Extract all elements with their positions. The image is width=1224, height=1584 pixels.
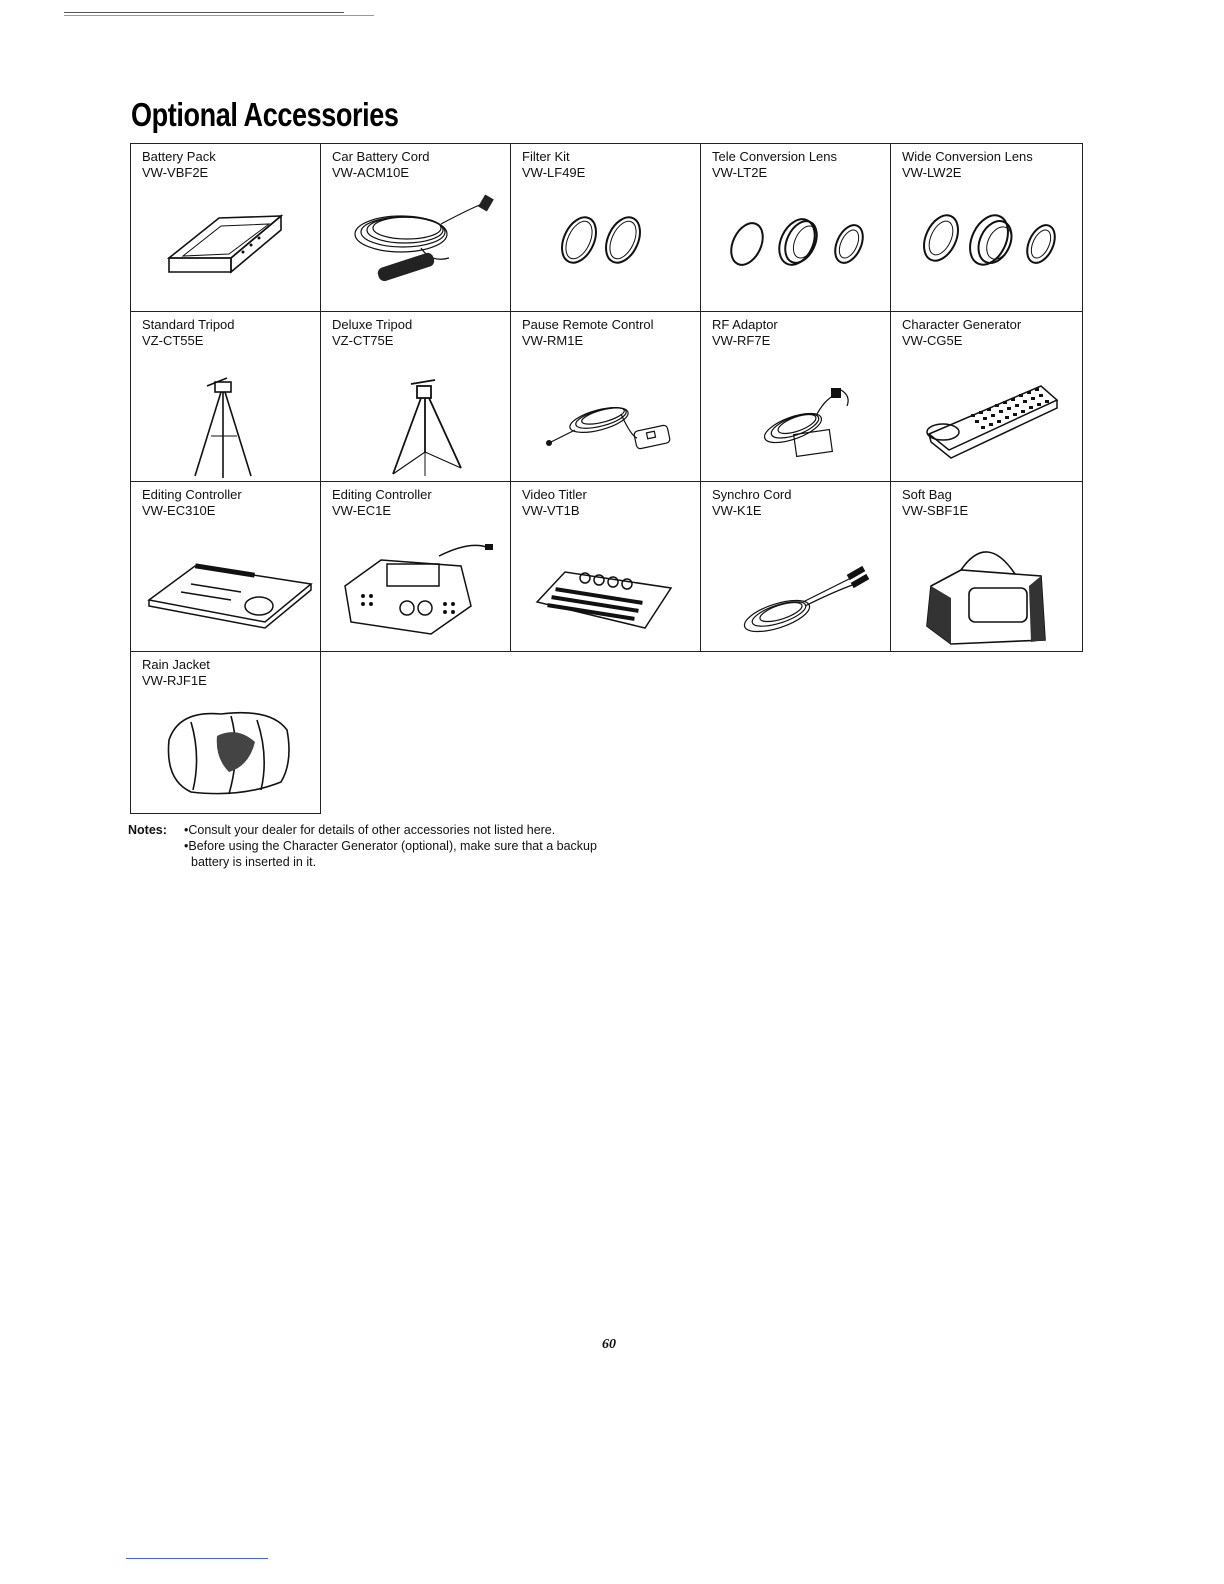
editing-controller-icon — [131, 526, 321, 650]
note-item: battery is inserted in it. — [191, 855, 317, 869]
accessory-cell-editing-controller-ec310 — [130, 481, 321, 652]
accessory-model: VZ-CT75E — [332, 333, 394, 348]
accessory-model: VW-ACM10E — [332, 165, 410, 180]
accessory-model: VW-EC1E — [332, 503, 391, 518]
battery-pack-icon — [131, 188, 321, 308]
accessory-model: VW-K1E — [712, 503, 762, 518]
note-line — [128, 838, 597, 854]
accessory-name: Tele Conversion Lens — [712, 149, 838, 164]
note-line — [128, 822, 597, 838]
accessory-model: VW-EC310E — [142, 503, 216, 518]
note-item: •Before using the Character Generator (optional), make sure that a backup — [184, 839, 597, 853]
accessory-name: Standard Tripod — [142, 317, 235, 332]
accessory-cell-synchro-cord — [700, 481, 891, 652]
car-battery-cord-icon — [321, 188, 511, 308]
notes-section — [128, 822, 597, 870]
scan-artifact-line — [64, 15, 374, 16]
accessory-name: Character Generator — [902, 317, 1022, 332]
synchro-cord-icon — [701, 526, 891, 650]
video-titler-icon — [511, 526, 701, 650]
character-generator-icon — [891, 356, 1081, 480]
accessory-cell-battery-pack — [130, 143, 321, 312]
accessory-cell-tele-conversion-lens — [700, 143, 891, 312]
accessory-cell-car-battery-cord — [320, 143, 511, 312]
note-line — [128, 854, 597, 870]
accessory-model: VW-CG5E — [902, 333, 963, 348]
accessory-cell-rf-adaptor — [700, 311, 891, 482]
accessory-cell-pause-remote-control — [510, 311, 701, 482]
standard-tripod-icon — [131, 356, 321, 480]
accessory-model: VW-LF49E — [522, 165, 586, 180]
accessory-cell-standard-tripod — [130, 311, 321, 482]
accessory-name: Car Battery Cord — [332, 149, 430, 164]
pause-remote-control-icon — [511, 356, 701, 480]
scan-artifact-line — [64, 12, 344, 13]
accessory-model: VW-VT1B — [522, 503, 580, 518]
accessory-model: VW-RM1E — [522, 333, 584, 348]
accessory-name: Editing Controller — [142, 487, 242, 502]
accessory-cell-soft-bag — [890, 481, 1083, 652]
page-title: Optional Accessories — [131, 96, 399, 133]
accessory-name: Battery Pack — [142, 149, 216, 164]
accessory-model: VZ-CT55E — [142, 333, 204, 348]
accessory-name: Rain Jacket — [142, 657, 210, 672]
accessory-name: Filter Kit — [522, 149, 570, 164]
accessory-model: VW-SBF1E — [902, 503, 969, 518]
accessory-cell-editing-controller-ec1 — [320, 481, 511, 652]
rf-adaptor-icon — [701, 356, 891, 480]
accessory-cell-character-generator — [890, 311, 1083, 482]
filter-kit-icon — [511, 188, 701, 308]
notes-label: Notes: — [128, 823, 167, 837]
accessory-name: Pause Remote Control — [522, 317, 654, 332]
accessory-cell-video-titler — [510, 481, 701, 652]
editing-controller-icon — [321, 526, 511, 650]
rain-jacket-icon — [131, 696, 321, 812]
accessory-cell-rain-jacket — [130, 651, 321, 814]
accessory-name: Soft Bag — [902, 487, 952, 502]
accessories-table — [130, 143, 1083, 814]
accessory-cell-wide-conversion-lens — [890, 143, 1083, 312]
deluxe-tripod-icon — [321, 356, 511, 480]
note-item: •Consult your dealer for details of other accessories not listed here. — [184, 823, 556, 837]
accessory-model: VW-LW2E — [902, 165, 962, 180]
footer-rule — [126, 1558, 268, 1559]
accessory-cell-filter-kit — [510, 143, 701, 312]
accessory-name: Wide Conversion Lens — [902, 149, 1033, 164]
tele-conversion-lens-icon — [701, 188, 891, 308]
accessory-model: VW-RJF1E — [142, 673, 207, 688]
accessory-model: VW-VBF2E — [142, 165, 209, 180]
page-number: 60 — [602, 1337, 616, 1352]
accessory-name: Editing Controller — [332, 487, 432, 502]
wide-conversion-lens-icon — [891, 188, 1081, 308]
accessory-model: VW-RF7E — [712, 333, 771, 348]
accessory-name: Deluxe Tripod — [332, 317, 413, 332]
accessory-name: RF Adaptor — [712, 317, 778, 332]
accessory-name: Synchro Cord — [712, 487, 792, 502]
accessory-model: VW-LT2E — [712, 165, 768, 180]
accessory-name: Video Titler — [522, 487, 587, 502]
soft-bag-icon — [891, 526, 1081, 650]
accessory-cell-deluxe-tripod — [320, 311, 511, 482]
